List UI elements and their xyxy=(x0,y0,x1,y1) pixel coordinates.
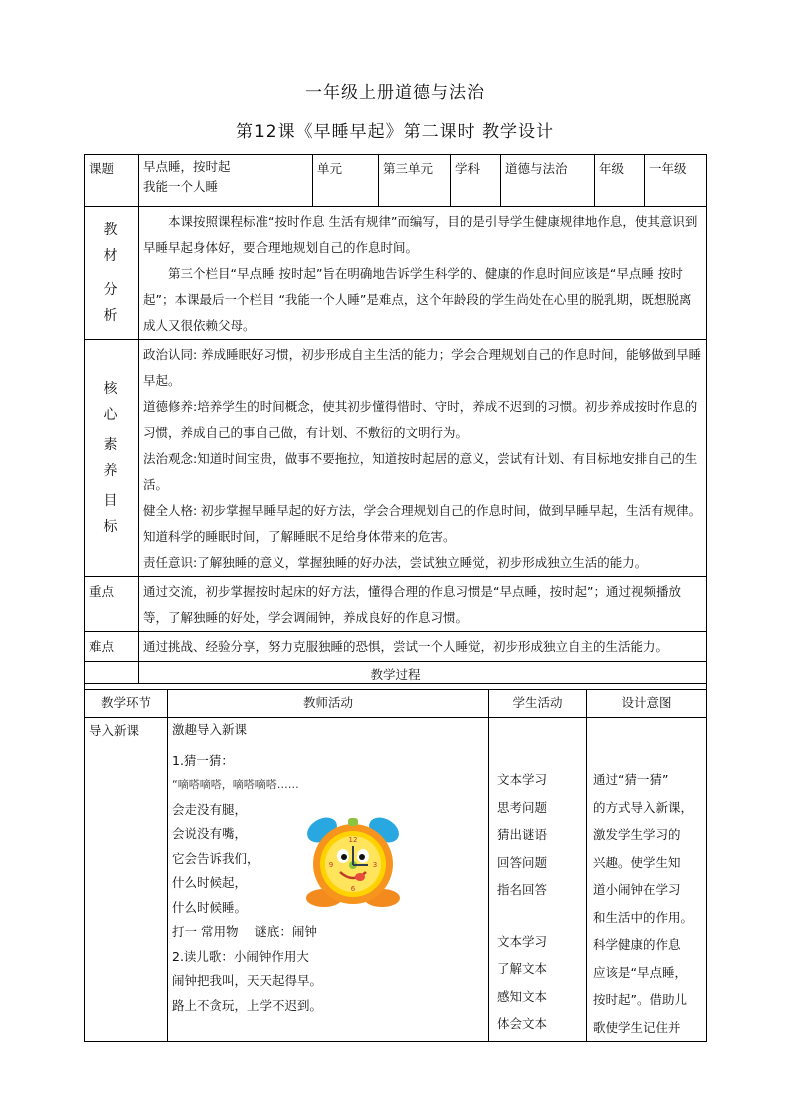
difficulty-text: 通过挑战、经验分享，努力克服独睡的恐惧，尝试一个人睡觉，初步形成独立自主的生活能力。 xyxy=(139,632,707,684)
core-item-morality: 道德修养:培养学生的时间概念，使其初步懂得惜时、守时，养成不迟到的习惯。初步养成按时作息的习惯，养成自己的事自己做，有计划、不敷衍的文明行为。 xyxy=(143,399,698,440)
student-item: 文本学习 xyxy=(497,933,548,949)
student-item: 思考问题 xyxy=(497,799,548,815)
student-item: 文本学习 xyxy=(497,772,548,787)
topic-line-2: 我能一个人睡 xyxy=(143,179,219,194)
analysis-paragraph-1: 本课按照课程标准“按时作息 生活有规律”而编写，目的是引导学生健康规律地作息，使其意识到早睡早起身体好，要合理地规划自己的作息时间。 xyxy=(143,214,698,255)
teacher-line: “嘀嗒嘀嗒，嘀嗒嘀嗒…… xyxy=(172,778,299,791)
design-intent xyxy=(587,718,707,1042)
teacher-line: 什么时候睡。 xyxy=(172,899,248,915)
student-activity xyxy=(489,718,587,1042)
teacher-line: 会说没有嘴， xyxy=(172,826,248,841)
student-item: 猜出谜语 xyxy=(497,827,548,842)
teacher-line: 什么时候起， xyxy=(172,875,248,890)
analysis-content xyxy=(139,207,707,340)
teacher-line: 闹钟把我叫，天天起得早。 xyxy=(172,973,323,988)
process-title: 教学过程 xyxy=(85,662,707,690)
analysis-label-line-1: 教材 xyxy=(103,222,126,264)
unit-value: 第三单元 xyxy=(379,155,451,207)
document-title: 一年级上册道德与法治 xyxy=(305,83,485,103)
student-item: 了解文本 xyxy=(497,961,548,976)
intent-line: 的方式导入新课， xyxy=(593,799,694,815)
intent-line: 和生活中的作用。 xyxy=(593,909,694,925)
intent-line: 按时起”。借助儿 xyxy=(593,992,687,1007)
svg-text:9: 9 xyxy=(328,861,334,869)
difficulty-label: 难点 xyxy=(85,632,139,684)
grade-value: 一年级 xyxy=(645,155,707,207)
teacher-line: 路上不贪玩，上学不迟到。 xyxy=(172,997,323,1013)
student-item: 回答问题 xyxy=(497,854,548,870)
topic-label: 课题 xyxy=(85,155,139,207)
teacher-line: 2.读儿歌：小闹钟作用大 xyxy=(172,948,309,964)
core-label-line-2: 素养 xyxy=(103,437,126,479)
intent-line: 激发学生学习的 xyxy=(593,827,681,842)
header-intent: 设计意图 xyxy=(587,690,707,718)
core-label-line-1: 核心 xyxy=(103,381,126,423)
svg-text:6: 6 xyxy=(350,885,356,893)
key-point-label: 重点 xyxy=(85,577,139,632)
header-teacher: 教师活动 xyxy=(168,690,489,718)
core-item-personality: 健全人格: 初步掌握早睡早起的好方法，学会合理规划自己的作息时间，做到早睡早起，生活有规律。知道科学的睡眠时间，了解睡眠不足给身体带来的危害。 xyxy=(143,503,702,544)
intent-line: 歌使学生记住并 xyxy=(593,1019,681,1035)
subject-value: 道德与法治 xyxy=(501,155,595,207)
core-item-responsibility: 责任意识:了解独睡的意义，掌握独睡的好办法，尝试独立睡觉，初步形成独立生活的能力。 xyxy=(143,555,648,570)
teacher-line: 会走没有腿， xyxy=(172,801,248,817)
student-item: 指名回答 xyxy=(497,882,548,897)
core-literacy-content xyxy=(139,340,707,577)
intent-line: 兴趣。使学生知 xyxy=(593,854,681,870)
analysis-label xyxy=(85,207,139,340)
header-student: 学生活动 xyxy=(489,690,587,718)
topic-value xyxy=(139,155,313,207)
alarm-clock-icon xyxy=(300,812,406,912)
teacher-line: 1.猜一猜： xyxy=(172,752,234,768)
core-label-line-3: 目标 xyxy=(103,493,126,535)
core-item-law: 法治观念:知道时间宝贵，做事不要拖拉，知道按时起居的意义，尝试有计划、有目标地安排自己的生活。 xyxy=(143,451,698,492)
header-stage: 教学环节 xyxy=(85,690,168,718)
core-item-politics: 政治认同: 养成睡眠好习惯，初步形成自主生活的能力；学会合理规划自己的作息时间，能够做到早睡早起。 xyxy=(143,347,702,388)
key-point-text: 通过交流，初步掌握按时起床的好方法，懂得合理的作息习惯是“早点睡，按时起”；通过视频播放等，了解独睡的好处，学会调闹钟，养成良好的作息习惯。 xyxy=(139,577,707,632)
unit-label: 单元 xyxy=(313,155,379,207)
student-item: 感知文本 xyxy=(497,988,548,1004)
document-subtitle: 第12课《早睡早起》第二课时 教学设计 xyxy=(235,122,555,142)
topic-line-1: 早点睡，按时起 xyxy=(143,159,231,174)
intent-line: 通过“猜一猜” xyxy=(593,772,669,787)
grade-label: 年级 xyxy=(595,155,645,207)
intent-line: 科学健康的作息 xyxy=(593,937,681,952)
core-literacy-label xyxy=(85,340,139,577)
teacher-line: 激趣导入新课 xyxy=(172,722,248,737)
svg-text:3: 3 xyxy=(372,861,378,869)
stage-cell: 导入新课 xyxy=(85,718,168,1042)
student-item: 体会文本 xyxy=(497,1016,548,1031)
subject-label: 学科 xyxy=(451,155,501,207)
intent-line: 应该是“早点睡， xyxy=(593,964,687,980)
lesson-info-table xyxy=(84,154,707,684)
intent-line: 道小闹钟在学习 xyxy=(593,882,681,897)
teacher-line: 打一 常用物 谜底：闹钟 xyxy=(172,924,317,939)
svg-text:12: 12 xyxy=(348,836,358,844)
analysis-label-line-2: 分析 xyxy=(103,282,126,324)
analysis-paragraph-2: 第三个栏目“早点睡 按时起”旨在明确地告诉学生科学的、健康的作息时间应该是“早点睡 按时起”；本课最后一个栏目 “我能一个人睡”是难点，这个年龄段的学生尚处在心里的脱乳期，既想脱离成人又很依赖父母。 xyxy=(143,266,692,333)
teacher-line: 它会告诉我们， xyxy=(172,850,260,866)
